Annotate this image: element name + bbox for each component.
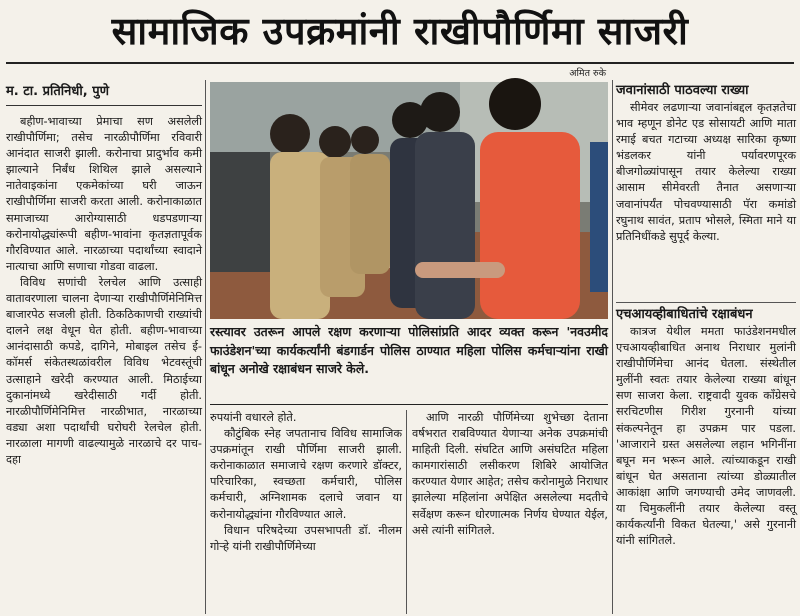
sidebar-heading: जवानांसाठी पाठवल्या राख्या [616,83,749,98]
column-divider [406,410,407,614]
byline: म. टा. प्रतिनिधी, पुणे [6,80,202,106]
article-paragraph: आणि नारळी पौर्णिमेच्या शुभेच्छा देताना वर्षभरात राबविण्यात येणाऱ्या अनेक उपक्रमांची माहिती दिली. संघटित आणि असंघटित महिला कामगारांसाठी लसीकरण शिबिरे आयोजित करण्यात येणार आहेत; तसेच करोनामुळे निराधार झालेल्या महिलांना अपेक्षित असलेल्या मदतीचे सर्वेक्षण करून धोरणात्मक निर्णय घेण्यात येईल, असे त्यांनी सांगितले. [412,411,608,537]
article-paragraph: कौटुंबिक स्नेह जपतानाच विविध सामाजिक उपक्रमांतून राखी पौर्णिमा साजरी झाली. करोनाकाळात समाजाचे रक्षण करणारे डॉक्टर, परिचारिका, स्वच्छता कर्मचारी, पोलिस कर्मचारी, अग्निशामक दलाचे जवान या करोनायोद्ध्यांना गौरविण्यात आले. [210,427,402,521]
sidebar-story [616,100,796,300]
rakhi-photo-illustration [210,82,608,319]
headline-rule [6,62,794,64]
article-paragraph: विधान परिषदेच्या उपसभापती डॉ. नीलम गोऱ्हे यांनी राखीपौर्णिमेच्या [210,523,402,553]
sidebar-story [616,324,796,614]
photo-credit: अमित रुके [569,68,606,79]
column-divider [612,80,613,614]
photo-caption: रस्त्यावर उतरून आपले रक्षण करणाऱ्या पोलिसांप्रति आदर व्यक्त करून 'नवउमीद फाउंडेशन'च्या कार्यकर्त्यांनी बंडगार्डन पोलिस ठाण्यात महिला पोलिस कर्मचाऱ्यांना राखी बांधून अनोखे रक्षाबंधन साजरे केले. [210,323,608,405]
article-column-1 [6,114,202,466]
article-paragraph: विविध सणांची रेलचेल आणि उत्साही वातावरणाला चालना देणाऱ्या राखीपौर्णिमेनिमित्त बाजारपेठ सजली होती. ठिकठिकाणची राख्यांची दालने लक्ष वेधून घेत होती. बहीण-भावाच्या आनंदासाठी कपडे, दागिने, मोबाइल तसेच ई-कॉमर्स संकेतस्थळांवरील विविध भेटवस्तूंची उत्साहाने खरेदी करण्यात आली. मिठाईच्या दुकानांमध्ये खरेदीसाठी गर्दी होती. नारळीपौर्णिमेनिमित्त नारळीभात, नारळाच्या वड्या अशा पदार्थांची घरोघरी रेलचेल होती. नारळाला मागणी वाढल्यामुळे नारळाचे दर पाच-दहा [6,275,202,466]
sidebar-paragraph: सीमेवर लढणाऱ्या जवानांबद्दल कृतज्ञतेचा भाव म्हणून डोनेट एड सोसायटी आणि माता रमाई बचत गटाच्या अध्यक्ष सारिका कृष्णा भंडलकर यांनी पर्यावरणपूरक बीजगोळ्यांपासून तयार केलेल्या राख्या आसाम सीमेवरती तैनात असणाऱ्या जवानांपर्यंत पोचवण्यासाठी पॅरा कमांडो रघुनाथ सावंत, प्रताप भोसले, स्मिता माने या प्रतिनिधींकडे सुपूर्द केल्या. [616,101,796,243]
article-paragraph: रुपयांनी वधारले होते. [210,411,297,424]
headline: सामाजिक उपक्रमांनी राखीपौर्णिमा साजरी [111,9,689,53]
news-photo [210,82,608,319]
sidebar-paragraph: कात्रज येथील ममता फाउंडेशनमधील एचआयव्हीबाधित अनाथ निराधार मुलांनी राखीपौर्णिमेचा आनंद घेतला. संस्थेतील मुलींनी स्वतः तयार केलेल्या राख्या बांधून सण साजरा केला. राष्ट्रवादी युवक काँग्रेसचे सरचिटणीस गिरीश गुरनानी यांच्या संकल्पनेतून हा उपक्रम पार पडला. 'आजाराने ग्रस्त असलेल्या लहान भगिनींना बघून मन भरून आले. त्यांच्याकडून राखी बांधून घेत असताना त्यांच्या डोळ्यातील आकांक्षा आणि जगण्याची उमेद जाणवली. या चिमुकलींनी तयार केलेल्या वस्तू कार्यकर्त्यांनी विकत घेतल्या,' असे गुरनानी यांनी सांगितले. [616,325,796,548]
article-column-2 [210,410,402,614]
article-paragraph: बहीण-भावाच्या प्रेमाचा सण असलेली राखीपौर्णिमा; तसेच नारळीपौर्णिमा रविवारी आनंदात साजरी झाली. करोनाचा प्रादुर्भाव कमी झाल्याने निर्बंध शिथिल झाले असल्याने नातेवाइकांना एकमेकांच्या घरी जाऊन राखीपौर्णिमा साजरी करता आली. करोनाकाळात समाजाच्या आरोग्यासाठी धडपडणाऱ्या करोनायोद्ध्यांरूपी बहीण-भावांना कृतज्ञतापूर्वक गौरविण्यात आले. नारळाच्या पदार्थांच्या स्वादाने नात्याचा आणि सणाचा गोडवा वाढला. [6,115,202,273]
sidebar-divider [616,302,796,303]
column-divider [205,80,206,614]
article-column-3 [412,410,608,614]
sidebar-heading: एचआयव्हीबाधितांचे रक्षाबंधन [616,307,753,322]
